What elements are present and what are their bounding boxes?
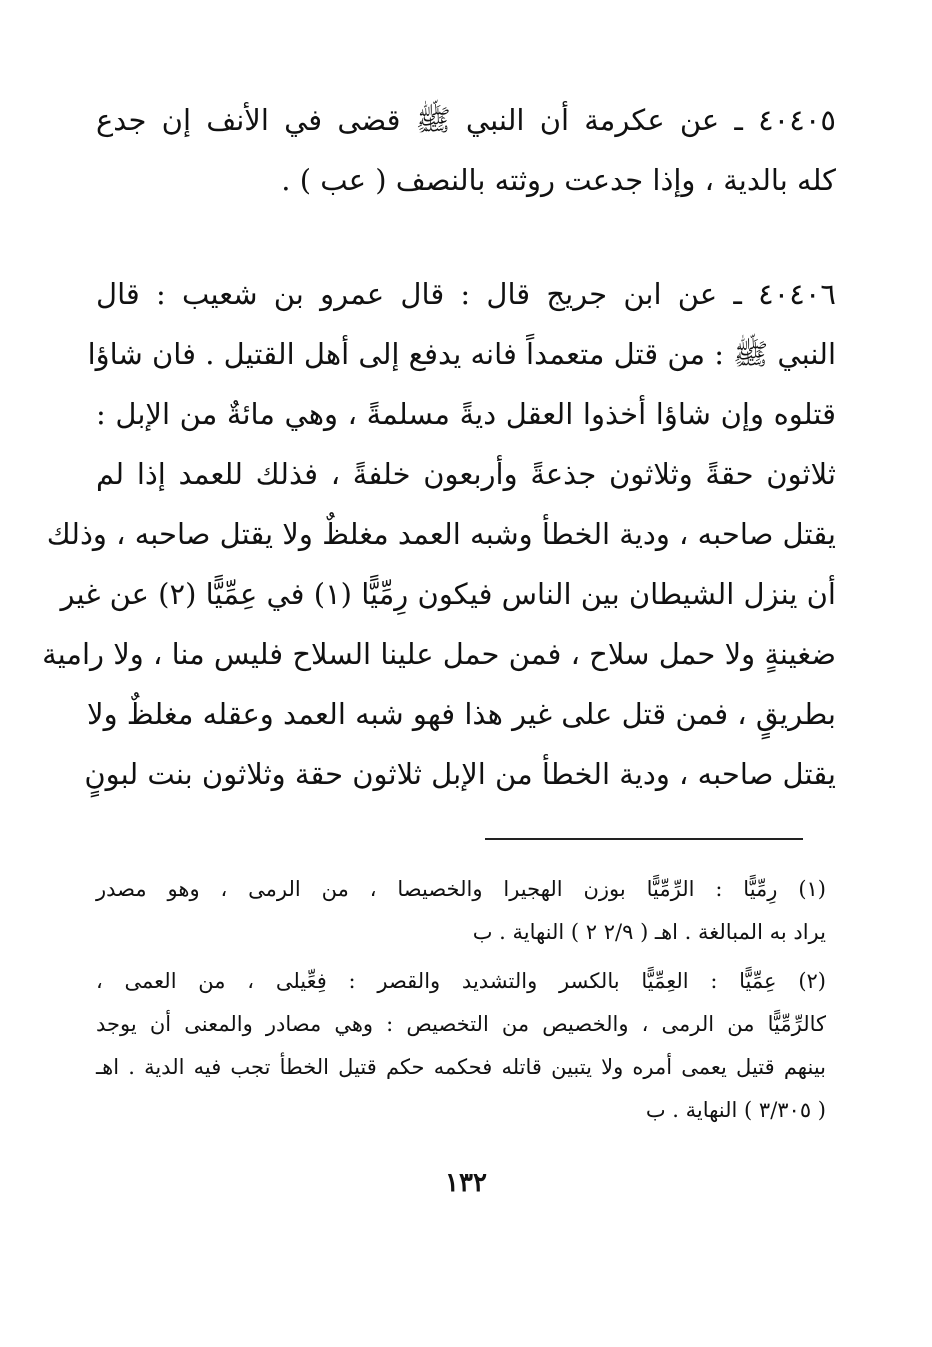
footnote-divider (485, 838, 803, 840)
text-line: ضغينةٍ ولا حمل سلاح ، فمن حمل علينا السلاح فليس منا ، ولا رامية (42, 637, 836, 671)
page-number: ١٣٢ (445, 1168, 487, 1198)
text-line: ٤٠٤٠٥ ـ عن عكرمة أن النبي ﷺ قضى في الأنف إن جدع (96, 103, 836, 137)
text-line: قتلوه وإن شاؤا أخذوا العقل ديةً مسلمةً ، وهي مائةٌ من الإبل : (96, 397, 836, 431)
text-line: يقتل صاحبه ، ودية الخطأ من الإبل ثلاثون حقة وثلاثون بنت لبونٍ (84, 757, 836, 791)
hadith-40405 (96, 90, 836, 210)
text-line: كله بالدية ، وإذا جدعت روثته بالنصف ( عب ) . (281, 163, 836, 197)
footnote-2 (96, 960, 826, 1132)
main-text-block (42, 90, 836, 804)
text-line: ٤٠٤٠٦ ـ عن ابن جريج قال : قال عمرو بن شعيب : قال (96, 277, 836, 311)
text-line: بطريقٍ ، فمن قتل على غير هذا فهو شبه العمد وعقله مغلظٌ ولا (87, 697, 836, 731)
paragraph-gap (96, 210, 836, 264)
text-line: يقتل صاحبه ، ودية الخطأ وشبه العمد مغلظٌ ولا يقتل صاحبه ، وذلك (46, 517, 836, 551)
footnotes-block (96, 868, 826, 1132)
footnote-1 (96, 868, 826, 954)
hadith-40406 (42, 264, 836, 804)
text-line: ثلاثون حقةً وثلاثون جذعةً وأربعون خلفةً ، فذلك للعمد إذا لم (96, 457, 836, 491)
text-line: أن ينزل الشيطان بين الناس فيكون رِمِّيًّا (١) في عِمِّيًّا (٢) عن غير (60, 577, 836, 611)
footnote-line: يراد به المبالغة . اهـ ( ٢/٩ ٢ ) النهاية . ب (472, 920, 826, 944)
footnote-line: ( ٣/٣٠٥ ) النهاية . ب (645, 1098, 826, 1122)
footnote-line: بينهم قتيل يعمى أمره ولا يتبين قاتله فحكمه حكم قتيل الخطأ تجب فيه الدية . اهـ (96, 1055, 826, 1079)
footnote-line: (٢) عِمِّيًّا : العِمِّيًّا بالكسر والتشديد والقصر : فِعِّيلى ، من العمى ، (96, 969, 826, 993)
footnote-line: كالرِّمِّيًّا من الرمى ، والخصيص من التخصيص : وهي مصادر والمعنى أن يوجد (96, 1012, 826, 1036)
text-line: النبي ﷺ : من قتل متعمداً فانه يدفع إلى أهل القتيل . فان شاؤا (87, 337, 836, 371)
footnote-line: (١) رِمِّيًّا : الرِّمِّيًّا بوزن الهجيرا والخصيصا ، من الرمى ، وهو مصدر (96, 877, 826, 901)
